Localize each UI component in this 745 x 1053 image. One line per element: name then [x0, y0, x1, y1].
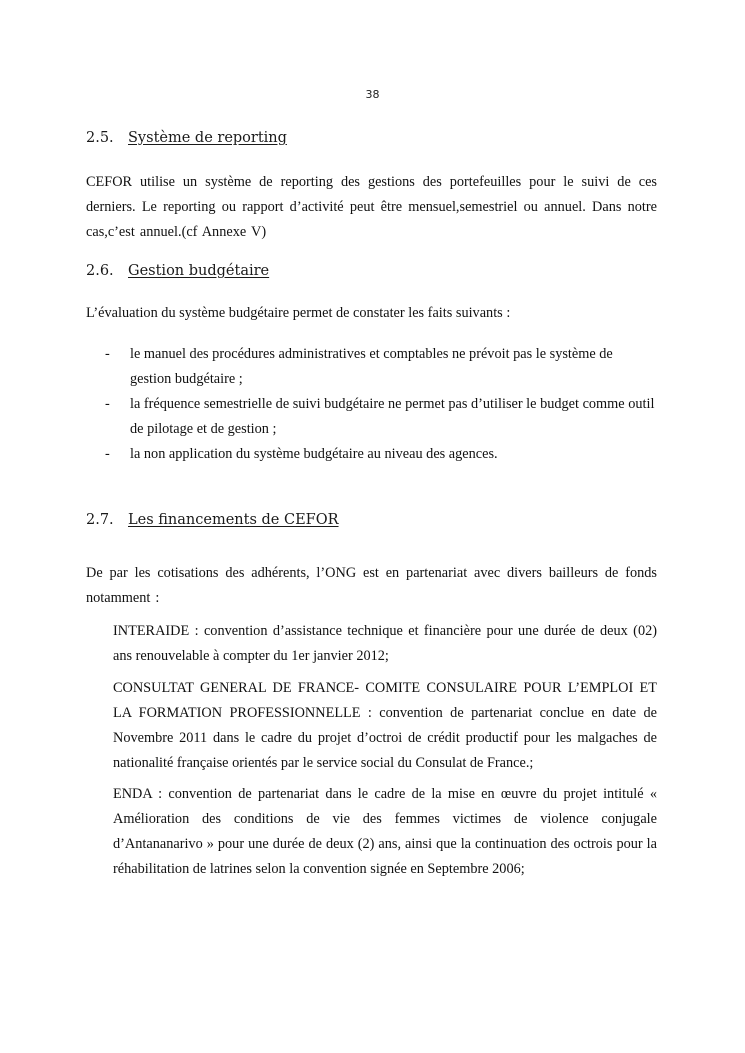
budget-findings-list [86, 342, 657, 467]
funding-item-interaide: INTERAIDE : convention d’assistance technique et financière pour une durée de deux (02) ans renouvelable à compter du 1er janvier 2012; [113, 623, 657, 664]
heading-number: 2.7. [86, 512, 114, 528]
list-item [86, 392, 657, 442]
budget-intro: L’évaluation du système budgétaire permet de constater les faits suivants : [86, 305, 511, 321]
funding-item-enda: ENDA : convention de partenariat dans le cadre de la mise en œuvre du projet intitulé « Amélioration des conditions de vie des femmes victimes de violence conjugale d’Antananarivo » pour une durée de deux (2) ans, ainsi que la continuation des octrois pour la réhabilitation de latrines selon la convention signée en Septembre 2006; [113, 786, 657, 877]
financing-intro: De par les cotisations des adhérents, l’ONG est en partenariat avec divers bailleurs de fonds notamment : [86, 565, 657, 606]
heading-title: Les financements de CEFOR [128, 512, 339, 528]
bullet-dash: - [105, 396, 110, 412]
list-item [86, 342, 657, 392]
list-item-text: le manuel des procédures administratives et comptables ne prévoit pas le système de gestion budgétaire ; [130, 346, 613, 387]
list-item-text: la fréquence semestrielle de suivi budgétaire ne permet pas d’utiliser le budget comme outil de pilotage et de gestion ; [130, 396, 655, 437]
list-item [86, 442, 657, 467]
heading-title: Système de reporting [128, 130, 287, 146]
reporting-paragraph: CEFOR utilise un système de reporting des gestions des portefeuilles pour le suivi de ces derniers. Le reporting ou rapport d’activité peut être mensuel,semestriel ou annuel. Dans notre cas,c’est annuel.(cf Annexe V) [86, 174, 657, 240]
bullet-dash: - [105, 446, 110, 462]
bullet-dash: - [105, 346, 110, 362]
page-number: 38 [365, 88, 380, 101]
heading-number: 2.5. [86, 130, 114, 146]
heading-2-6 [86, 263, 269, 279]
heading-title: Gestion budgétaire [128, 263, 270, 279]
heading-2-5 [86, 130, 287, 146]
heading-number: 2.6. [86, 263, 114, 279]
list-item-text: la non application du système budgétaire au niveau des agences. [130, 446, 498, 462]
heading-2-7 [86, 512, 339, 528]
funding-item-consulat: CONSULTAT GENERAL DE FRANCE- COMITE CONSULAIRE POUR L’EMPLOI ET LA FORMATION PROFESSIONNELLE : convention de partenariat conclue en date de Novembre 2011 dans le cadre du projet d’octroi de crédit productif pour les malgaches de nationalité française orientés par le service social du Consulat de France.; [113, 680, 657, 771]
